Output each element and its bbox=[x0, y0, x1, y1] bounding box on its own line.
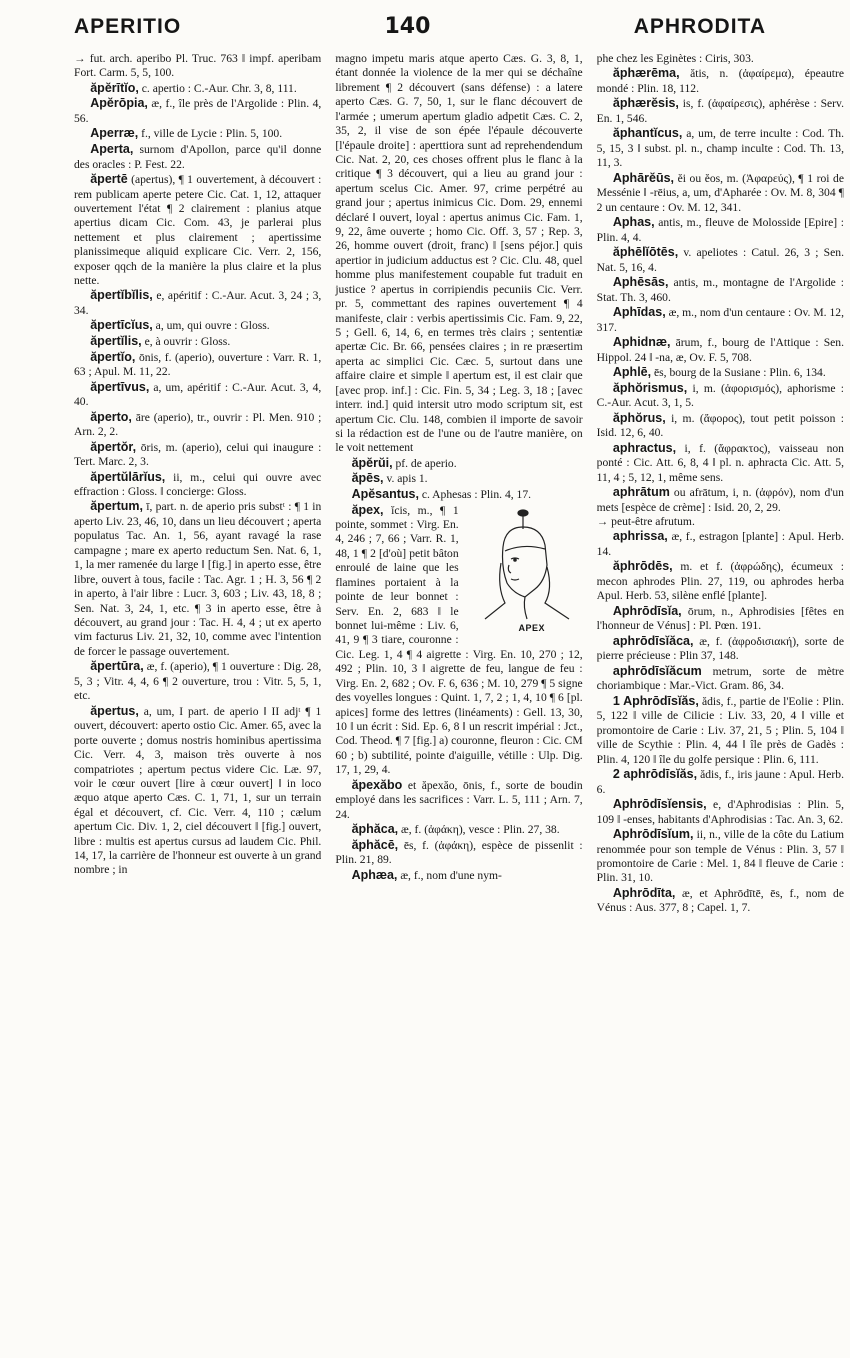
dictionary-entry bbox=[74, 499, 321, 659]
entry-headword: Aphēsās, bbox=[612, 275, 669, 290]
entry-definition: ī, part. n. de aperio pris substᵗ : ¶ 1 in aperto Liv. 23, 46, 10, dans un lieu découvert ; aperta populatus Tac. An. 1, 56, ayant ravagé la rase campagne ; mare ex aperto reductum Sen. Nat. 6, 1, 1, la mer ramenée du large ‖ [fig.] in aperto esse, être libre, ouvert à tous, facile : Tac. Agr. 1 ; H. 3, 56 ¶ 2 in aperto, à l'air libre : Lucr. 3, 603 ; Liv. 43, 18, 8 ; Sen. Nat. 3, 24, 1, etc. ¶ 3 in aperto esse, être à découvert, au grand jour : Tac. H. 4, 4 ; ut ex aperto vim facturus Liv. 21, 32, 10, comme avec l'intention de forcer le passage ouvertement. bbox=[74, 500, 322, 658]
entry-definition: a, um, I part. de aperio ‖ II adjᵗ ¶ 1 ouvert, découvert: aperto ostio Cic. Amer. 65, avec la porte ouverte ; domus nostris hominibus apertissima Cic. Verr. 4, 3, maison très ouverte à nos compatriotes ; apertum pectus videre Cic. Læ. 97, voir le cœur ouvert [lire à cœur ouvert] ‖ in loco æquo atque aperto Cæs. C. 1, 71, 1, sur un terrain égal et découvert, cf. Cic. Verr. 4, 110 ; cælum apertum Cic. Div. 1, 2, ciel découvert ‖ [fig.] ouvert, libre : multis est apertus cursus ad laudem Cic. Phil. 14, 17, la carrière de l'honneur est ouverte à un grand nombre ; in bbox=[74, 704, 322, 877]
entry-definition: ōrum, n., Aphrodisies [fêtes en l'honneur de Vénus] : Pl. Pœn. 191. bbox=[596, 604, 844, 633]
dictionary-entry bbox=[74, 318, 321, 334]
column-middle bbox=[335, 52, 582, 1352]
entry-definition: c. apertio : C.-Aur. Chr. 3, 8, 111. bbox=[141, 81, 297, 95]
entry-headword: ăpĕrītĭo, bbox=[90, 80, 139, 95]
entry-definition: metrum, sorte de mètre choriambique : Mar.-Vict. Gram. 86, 34. bbox=[596, 664, 844, 693]
dictionary-entry bbox=[597, 797, 844, 827]
entry-definition: phe chez les Eginètes : Ciris, 303. bbox=[596, 52, 754, 65]
entry-definition: (apertus), ¶ 1 ouvertement, à découvert : rem publicam aperte petere Cic. Cat. 1, 12, attaquer ouvertement l'état ¶ 2 clairement : planius atque apertius dicam Cic. Com. 43, je parlerai plus nettement et plus clairement ; apertissime planissimeque aliquid explicare Cic. Verr. 2, 156, exposer qqch de la manière la plus claire et la plus nette. bbox=[74, 172, 322, 288]
entry-headword: ăphrōdēs, bbox=[612, 559, 673, 574]
dictionary-entry bbox=[335, 487, 582, 503]
entry-headword: ăpertīvus, bbox=[90, 379, 150, 394]
dictionary-entry bbox=[597, 827, 844, 886]
entry-headword: ăphăcē, bbox=[351, 837, 399, 852]
dictionary-entry bbox=[335, 778, 582, 822]
entry-definition: pf. de aperio. bbox=[395, 456, 457, 470]
entry-headword: Aphæa, bbox=[351, 867, 398, 882]
dictionary-entry bbox=[597, 604, 844, 634]
entry-definition: ou afrātum, i, n. (ἀφρόν), nom d'un mets [espèce de crème] : Isid. 20, 2, 29. bbox=[596, 486, 844, 514]
entry-definition: ĕi ou ĕos, m. (Ἀφαρεύς), ¶ 1 roi de Messénie ‖ -rēius, a, um, d'Apharée : Ov. M. 8, 304 ¶ 2 un centaure : Ov. M. 12, 341. bbox=[596, 171, 844, 214]
entry-headword: Aphīdas, bbox=[612, 305, 666, 320]
entry-definition: antis, m., fleuve de Molosside [Epire] : Plin. 4, 4. bbox=[596, 216, 844, 244]
entry-headword: 2 aphrōdīsĭăs, bbox=[612, 767, 698, 782]
entry-definition: æ, f., nom d'une nym- bbox=[400, 868, 502, 882]
entry-headword: ăphærĕsis, bbox=[612, 96, 679, 111]
dictionary-entry bbox=[74, 172, 321, 289]
dictionary-entry bbox=[74, 380, 321, 410]
entry-headword: Aphrōdīsĭum, bbox=[612, 827, 694, 842]
dictionary-entry bbox=[335, 456, 582, 472]
entry-headword: aphrissa, bbox=[612, 529, 668, 544]
dictionary-entry bbox=[597, 215, 844, 245]
dictionary-entry bbox=[597, 515, 844, 529]
entry-headword: ăpex, bbox=[351, 502, 384, 517]
entry-definition: ii, m., celui qui ouvre avec effraction : Gloss. ‖ concierge: Gloss. bbox=[74, 470, 322, 499]
dictionary-entry bbox=[597, 634, 844, 664]
entry-definition: e, apéritif : C.-Aur. Acut. 3, 24 ; 3, 34. bbox=[74, 289, 322, 318]
dictionary-entry bbox=[597, 381, 844, 411]
entry-headword: Aphārĕūs, bbox=[612, 170, 675, 185]
dictionary-entry bbox=[597, 335, 844, 365]
entry-definition: a, um, de terre inculte : Cod. Th. 5, 15, 3 ‖ subst. pl. n., champ inculte : Cod. Th. 13, 11, 3. bbox=[596, 127, 844, 170]
dictionary-entry bbox=[597, 694, 844, 767]
entry-definition: ārum, f., bourg de l'Attique : Sen. Hippol. 24 ‖ -na, æ, Ov. F. 5, 708. bbox=[596, 336, 844, 364]
entry-definition: ii, n., ville de la côte du Latium renommée pour son temple de Vénus : Plin. 3, 57 ‖ promontoire de Carie : Mel. 1, 84 ‖ fleuve de Carie : Plin. 31, 10. bbox=[596, 828, 844, 885]
entry-headword: ăpertŭlārĭus, bbox=[90, 469, 166, 484]
entry-headword: ăphantĭcus, bbox=[612, 126, 683, 141]
entry-headword: aphractus, bbox=[612, 440, 677, 455]
dictionary-entry bbox=[335, 471, 582, 487]
dictionary-entry bbox=[597, 66, 844, 96]
dictionary-entry bbox=[74, 659, 321, 703]
entry-headword: ăphēlĭōtēs, bbox=[612, 245, 679, 260]
entry-definition: a, um, apéritif : C.-Aur. Acut. 3, 4, 40. bbox=[74, 380, 322, 409]
dictionary-entry bbox=[597, 305, 844, 335]
dictionary-entry bbox=[597, 664, 844, 694]
entry-definition: v. apeliotes : Catul. 26, 3 ; Sen. Nat. 5, 16, 4. bbox=[596, 246, 844, 274]
entry-headword: ăpertīcĭus, bbox=[90, 318, 153, 333]
dictionary-entry bbox=[335, 838, 582, 868]
entry-definition: → peut-être afrutum. bbox=[596, 515, 695, 529]
entry-definition: āre (aperio), tr., ouvrir : Pl. Men. 910 ; Arn. 2, 2. bbox=[74, 410, 322, 439]
entry-definition: i, f. (ἄφρακτος), vaisseau non ponté : Cic. Att. 6, 8, 4 ‖ pl. n. aphracta Cic. Att. 5, 11, 4 ; 5, 12, 1, même sens. bbox=[596, 441, 844, 484]
entry-definition: ōnis, f. (aperio), ouverture : Varr. R. 1, 63 ; Apul. M. 11, 22. bbox=[74, 350, 322, 379]
dictionary-entry bbox=[74, 288, 321, 318]
dictionary-entry bbox=[74, 350, 321, 380]
dictionary-entry bbox=[597, 441, 844, 485]
entry-headword: Aperræ, bbox=[90, 126, 139, 141]
entry-definition: ēs, f. (ἀφάκη), espèce de pissenlit : Plin. 21, 89. bbox=[335, 838, 583, 867]
entry-headword: aphrātum bbox=[612, 485, 670, 500]
dictionary-entry bbox=[597, 559, 844, 603]
dictionary-entry bbox=[597, 52, 844, 66]
entry-headword: Aphlē, bbox=[612, 365, 652, 380]
dictionary-entry bbox=[74, 470, 321, 500]
entry-definition: æ, m., nom d'un centaure : Ov. M. 12, 317. bbox=[596, 306, 844, 334]
entry-definition: ōris, m. (aperio), celui qui inaugure : Tert. Marc. 2, 3. bbox=[74, 440, 322, 469]
entry-headword: aphrōdīsĭăcum bbox=[612, 663, 702, 678]
entry-definition: → fut. arch. aperibo Pl. Truc. 763 ‖ impf. aperibam Fort. Carm. 5, 5, 100. bbox=[74, 52, 322, 80]
dictionary-entry bbox=[74, 52, 321, 81]
flamen-head-drawing bbox=[465, 507, 583, 623]
dictionary-entry bbox=[335, 868, 582, 884]
dictionary-entry bbox=[597, 245, 844, 275]
dictionary-entry bbox=[74, 142, 321, 172]
dictionary-entry bbox=[597, 529, 844, 559]
dictionary-entry bbox=[597, 485, 844, 515]
running-header bbox=[74, 14, 766, 46]
entry-definition: m. et f. (ἀφρώδης), écumeux : mecon aphrodes Plin. 27, 119, ou aphrodes herba Apul. Herb. 53, silène enflé [plante]. bbox=[596, 560, 844, 603]
entry-headword: ăpertūra, bbox=[90, 659, 144, 674]
dictionary-entry bbox=[597, 96, 844, 126]
entry-headword: ăpertĭbĭlis, bbox=[90, 288, 153, 303]
dictionary-entry bbox=[74, 126, 321, 142]
dictionary-entry bbox=[74, 440, 321, 470]
dictionary-entry bbox=[335, 503, 582, 778]
entry-definition: ĭcis, m., ¶ 1 pointe, sommet : Virg. En. 4, 246 ; 7, 66 ; Varr. R. 1, 48, 1 ¶ 2 [d'où] petit bâton enroulé de laine que les flamines portaient à la pointe de leur bonnet : Serv. En. 2, 683 ‖ le bonnet lui-même : Liv. 6, 41, 9 ¶ 3 tiare, couronne : Cic. Leg. 1, 4 ¶ 4 aigrette : Virg. En. 10, 270 ; 12, 492 ; Plin. 10, 3 ‖ aigrette de feu, langue de feu : Virg. En. 2, 682 ; Ov. F. 6, 636 ; M. 10, 279 ¶ 5 signe des voyelles longues : Quint. 1, 7, 2 ; 1, 4, 10 ¶ 6 [pl. apices] forme des lettres (linéaments) : Gell. 13, 30, 10 ‖ un écrit : Sid. Ep. 6, 8 ‖ un rescrit impérial : Jct., Cod. Theod. ¶ 7 [fig.] a) couronne, fleuron : Cic. CM 60 ; b) subtilité, pointe d'aiguille, vétille : Ulp. Dig. 17, 1, 29, 4. bbox=[335, 503, 583, 777]
entry-headword: 1 Aphrōdīsĭăs, bbox=[612, 693, 699, 708]
entry-headword: ăpertŏr, bbox=[90, 439, 137, 454]
entry-headword: Aphrōdīsĭa, bbox=[612, 603, 682, 618]
entry-definition: antis, m., montagne de l'Argolide : Stat. Th. 3, 460. bbox=[596, 276, 844, 304]
header-left-headword: APERITIO bbox=[74, 15, 182, 38]
dictionary-entry bbox=[597, 171, 844, 215]
entry-headword: ăphăca, bbox=[351, 822, 399, 837]
entry-headword: ăpēs, bbox=[351, 471, 384, 486]
header-right-headword: APHRODITA bbox=[633, 15, 766, 38]
entry-definition: a, um, qui ouvre : Gloss. bbox=[155, 319, 270, 333]
entry-headword: Aphas, bbox=[612, 215, 655, 230]
dictionary-entry bbox=[74, 81, 321, 97]
entry-definition: et ăpexăo, ōnis, f., sorte de boudin employé dans les sacrifices : Varr. L. 5, 111 ; Arn. 7, 24. bbox=[335, 778, 583, 821]
figure-caption: APEX bbox=[518, 622, 546, 633]
entry-definition: ădis, f., iris jaune : Apul. Herb. 6. bbox=[596, 768, 844, 796]
entry-headword: ăpertĭlis, bbox=[90, 334, 142, 348]
dictionary-entry bbox=[597, 126, 844, 170]
dictionary-entry bbox=[74, 334, 321, 350]
entry-headword: ăpexăbo bbox=[351, 777, 403, 792]
page-number: 140 bbox=[384, 14, 431, 39]
dictionary-entry bbox=[74, 96, 321, 126]
entry-headword: ăpertum, bbox=[90, 499, 144, 514]
dictionary-entry bbox=[74, 704, 321, 878]
entry-headword: ăpertus, bbox=[90, 703, 139, 718]
column-left bbox=[74, 52, 321, 1352]
entry-definition: æ, f. (ἀφροδισιακή), sorte de pierre précieuse : Plin 37, 148. bbox=[596, 634, 844, 663]
entry-headword: Aphrōdīsĭensis, bbox=[612, 797, 707, 812]
entry-definition: ătis, n. (ἀφαίρεμα), épeautre mondé : Plin. 18, 112. bbox=[596, 67, 844, 95]
entry-definition: f., ville de Lycie : Plin. 5, 100. bbox=[141, 127, 283, 141]
entry-headword: ăperto, bbox=[90, 409, 132, 424]
entry-headword: Aphrōdīta, bbox=[612, 885, 676, 900]
entry-definition: e, d'Aphrodisias : Plin. 5, 109 ‖ -enses, habitants d'Aphrodisias : Tac. An. 3, 62. bbox=[596, 798, 844, 826]
dictionary-entry bbox=[597, 275, 844, 305]
entry-headword: ăphŏrus, bbox=[612, 410, 666, 425]
entry-definition: c. Aphesas : Plin. 4, 17. bbox=[421, 487, 532, 501]
entry-columns bbox=[74, 52, 844, 1352]
entry-headword: Aphidnæ, bbox=[612, 335, 671, 350]
entry-definition: v. apis 1. bbox=[386, 472, 428, 486]
entry-definition: æ, et Aphrōdītē, ēs, f., nom de Vénus : Aus. 377, 8 ; Capel. 1, 7. bbox=[596, 886, 844, 915]
apex-illustration bbox=[465, 507, 583, 637]
dictionary-entry bbox=[597, 365, 844, 381]
dictionary-entry bbox=[597, 886, 844, 916]
dictionary-entry bbox=[74, 410, 321, 440]
column-right bbox=[597, 52, 844, 1352]
entry-headword: Apĕsantus, bbox=[351, 486, 419, 501]
dictionary-entry bbox=[597, 411, 844, 441]
dictionary-entry bbox=[335, 822, 582, 838]
entry-headword: Aperta, bbox=[90, 141, 134, 156]
entry-headword: ăphærēma, bbox=[612, 66, 680, 81]
entry-definition: ădis, f., partie de l'Eolie : Plin. 5, 122 ‖ ville de Cilicie : Liv. 33, 20, 4 ‖ ville et promontoire de Carie : Liv. 37, 21, 5 ; Plin. 5, 104 ‖ ville de Scythie : Plin. 4, 44 ‖ île près de Gadès : Plin. 4, 120 ‖ île du golfe persique : Plin. 6, 111. bbox=[596, 694, 844, 766]
entry-headword: ăphŏrismus, bbox=[612, 380, 688, 395]
entry-definition: æ, f. (aperio), ¶ 1 ouverture : Dig. 28, 5, 3 ; Vitr. 4, 4, 6 ¶ 2 ouverture, trou : Vitr. 5, 5, 1, etc. bbox=[74, 660, 322, 703]
entry-headword: ăpertē bbox=[90, 171, 128, 186]
entry-definition: surnom d'Apollon, parce qu'il donne des oracles : P. Fest. 22. bbox=[74, 142, 322, 171]
entry-definition: i, m. (ἀφορισμός), aphorisme : C.-Aur. Acut. 3, 1, 5. bbox=[596, 381, 844, 410]
dictionary-entry bbox=[597, 767, 844, 797]
entry-definition: æ, f., estragon [plante] : Apul. Herb. 14. bbox=[596, 530, 844, 559]
dictionary-entry bbox=[335, 52, 582, 456]
entry-headword: aphrōdīsĭăca, bbox=[612, 633, 694, 648]
entry-definition: i, m. (ἄφορος), tout petit poisson : Isid. 12, 6, 40. bbox=[596, 411, 844, 440]
entry-definition: ēs, bourg de la Susiane : Plin. 6, 134. bbox=[654, 366, 826, 380]
entry-definition: is, f. (ἀφαίρεσις), aphérèse : Serv. En. 1, 546. bbox=[596, 97, 844, 125]
entry-headword: ăpertĭo, bbox=[90, 349, 136, 364]
entry-definition: æ, f., île près de l'Argolide : Plin. 4, 56. bbox=[74, 97, 322, 125]
entry-definition: æ, f. (ἀφάκη), vesce : Plin. 27, 38. bbox=[401, 823, 560, 837]
entry-headword: ăpĕrŭi, bbox=[351, 455, 393, 470]
entry-headword: Apĕrōpia, bbox=[90, 96, 148, 111]
entry-definition: e, à ouvrir : Gloss. bbox=[144, 335, 231, 348]
entry-definition: magno impetu maris atque aperto Cæs. G. 3, 8, 1, étant donnée la violence de la mer qui se déchaîne librement ¶ 2 découvert (sans défense) : a latere aperto Cæs. G. 7, 50, 1, sur le flanc découvert de l'armée ; umerum apertum gladio adpetit Cæs. C. 2, 35, 2, il vise de son épée l'épaule découverte [l'épaule droite] : aperttiora sunt ad reprehendendum Cic. Nat. 2, 20, ces choses offrent plus le flanc à la critique ¶ 3 découvert, qui a lieu au grand jour : apertum scelus Cic. Amer. 97, crime perpétré au grand jour ; apertus inimicus Cic. Dom. 29, ennemi déclaré ‖ ouvert, loyal : apertus animus Cic. Fam. 1, 9, 22, âme ouverte ; homo Cic. Off. 3, 57 ; Rep. 3, 26, homme ouvert (droit, franc) ‖ [sens péjor.] quis apertior in judicium adductus est ? Cic. Clu. 48, quel homme plus manifestement coupable fut traduit en justice ? apertus in corripiendis pecuniis Cic. Verr. pr. 5, commettant des rapines ouvertement ¶ 4 manifeste, clair : verbis apertissimis Cic. Fam. 9, 22, 5 ; Gell. 6, 14, 6, en termes très clairs ; sententiæ apertæ Cic. Br. 66, pensées claires ; in re præsertim aperta ac simplici Cic. Cæc. 5, surtout dans une affaire claire et simple ‖ apertum est, il est clair que [avec prop. inf.] : Cic. Fin. 5, 34 ; Leg. 3, 18 ; [avec interr. ind.] quid intersit utro modo scriptum sit, est apertum Cic. Clu. 148, combien il importe de savoir si la rédaction est de l'une ou de l'autre manière, on le voit nettement bbox=[335, 52, 583, 455]
